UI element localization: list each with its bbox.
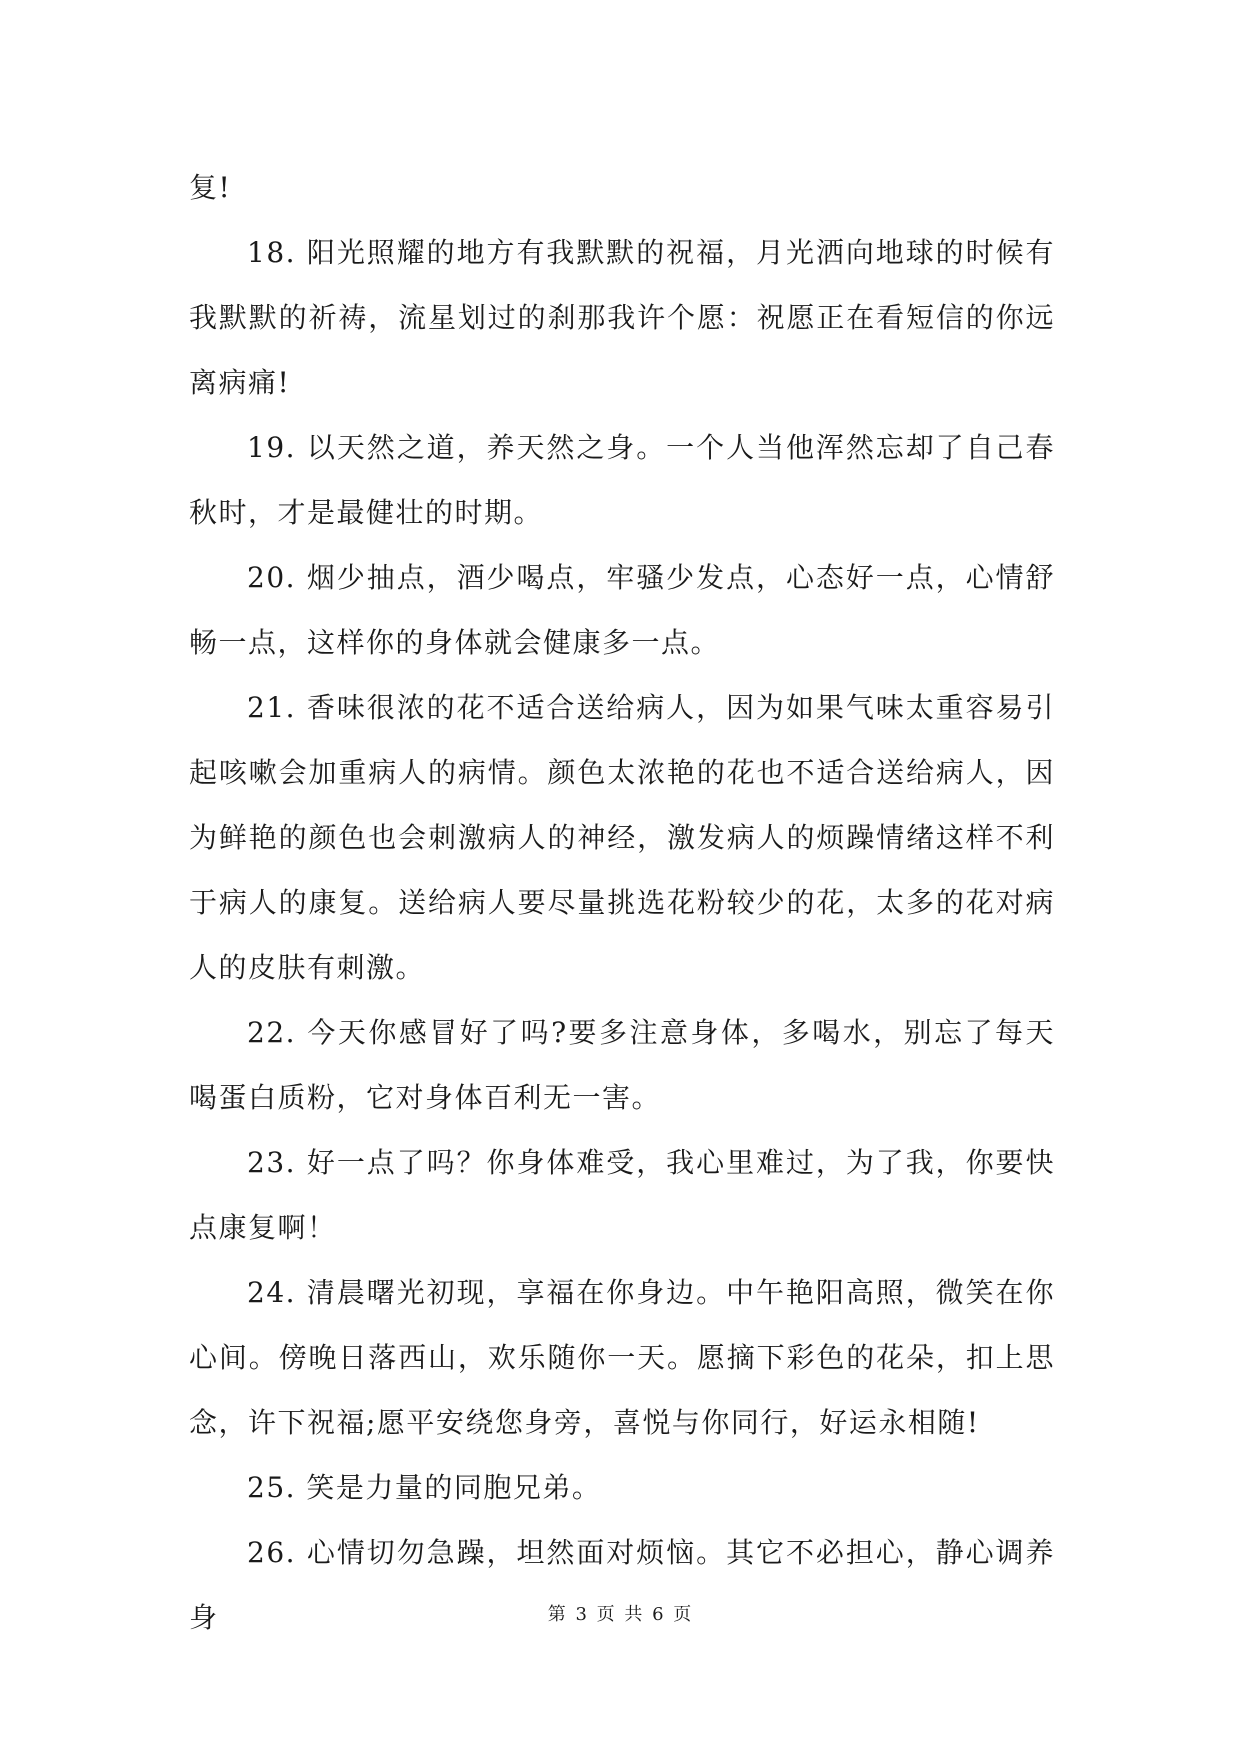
- paragraph-23: 23. 好一点了吗？你身体难受，我心里难过，为了我，你要快点康复啊！: [189, 1146, 1055, 1244]
- paragraph-19: 19. 以天然之道，养天然之身。一个人当他浑然忘却了自己春秋时，才是最健壮的时期。: [189, 431, 1055, 529]
- paragraph-continued: 复!: [189, 171, 232, 204]
- paragraph-24: 24. 清晨曙光初现，享福在你身边。中午艳阳高照，微笑在你心间。傍晚日落西山，欢乐随你一天。愿摘下彩色的花朵，扣上思念，许下祝福;愿平安绕您身旁，喜悦与你同行，好运永相随!: [189, 1276, 1055, 1439]
- paragraph-20: 20. 烟少抽点，酒少喝点，牢骚少发点，心态好一点，心情舒畅一点，这样你的身体就会健康多一点。: [189, 561, 1055, 659]
- paragraph-21: 21. 香味很浓的花不适合送给病人，因为如果气味太重容易引起咳嗽会加重病人的病情。颜色太浓艳的花也不适合送给病人，因为鲜艳的颜色也会刺激病人的神经，激发病人的烦躁情绪这样不利于病人的康复。送给病人要尽量挑选花粉较少的花，太多的花对病人的皮肤有刺激。: [189, 691, 1055, 984]
- paragraph-18: 18. 阳光照耀的地方有我默默的祝福，月光洒向地球的时候有我默默的祈祷，流星划过的刹那我许个愿：祝愿正在看短信的你远离病痛!: [189, 236, 1055, 399]
- paragraph-25: 25. 笑是力量的同胞兄弟。: [247, 1471, 602, 1504]
- paragraph-26: 26. 心情切勿急躁，坦然面对烦恼。其它不必担心，静心调养身: [189, 1536, 1055, 1634]
- paragraph-22: 22. 今天你感冒好了吗?要多注意身体，多喝水，别忘了每天喝蛋白质粉，它对身体百利无一害。: [189, 1016, 1055, 1114]
- document-body: [189, 155, 1055, 1650]
- page-number-footer: 第 3 页 共 6 页: [547, 1604, 694, 1625]
